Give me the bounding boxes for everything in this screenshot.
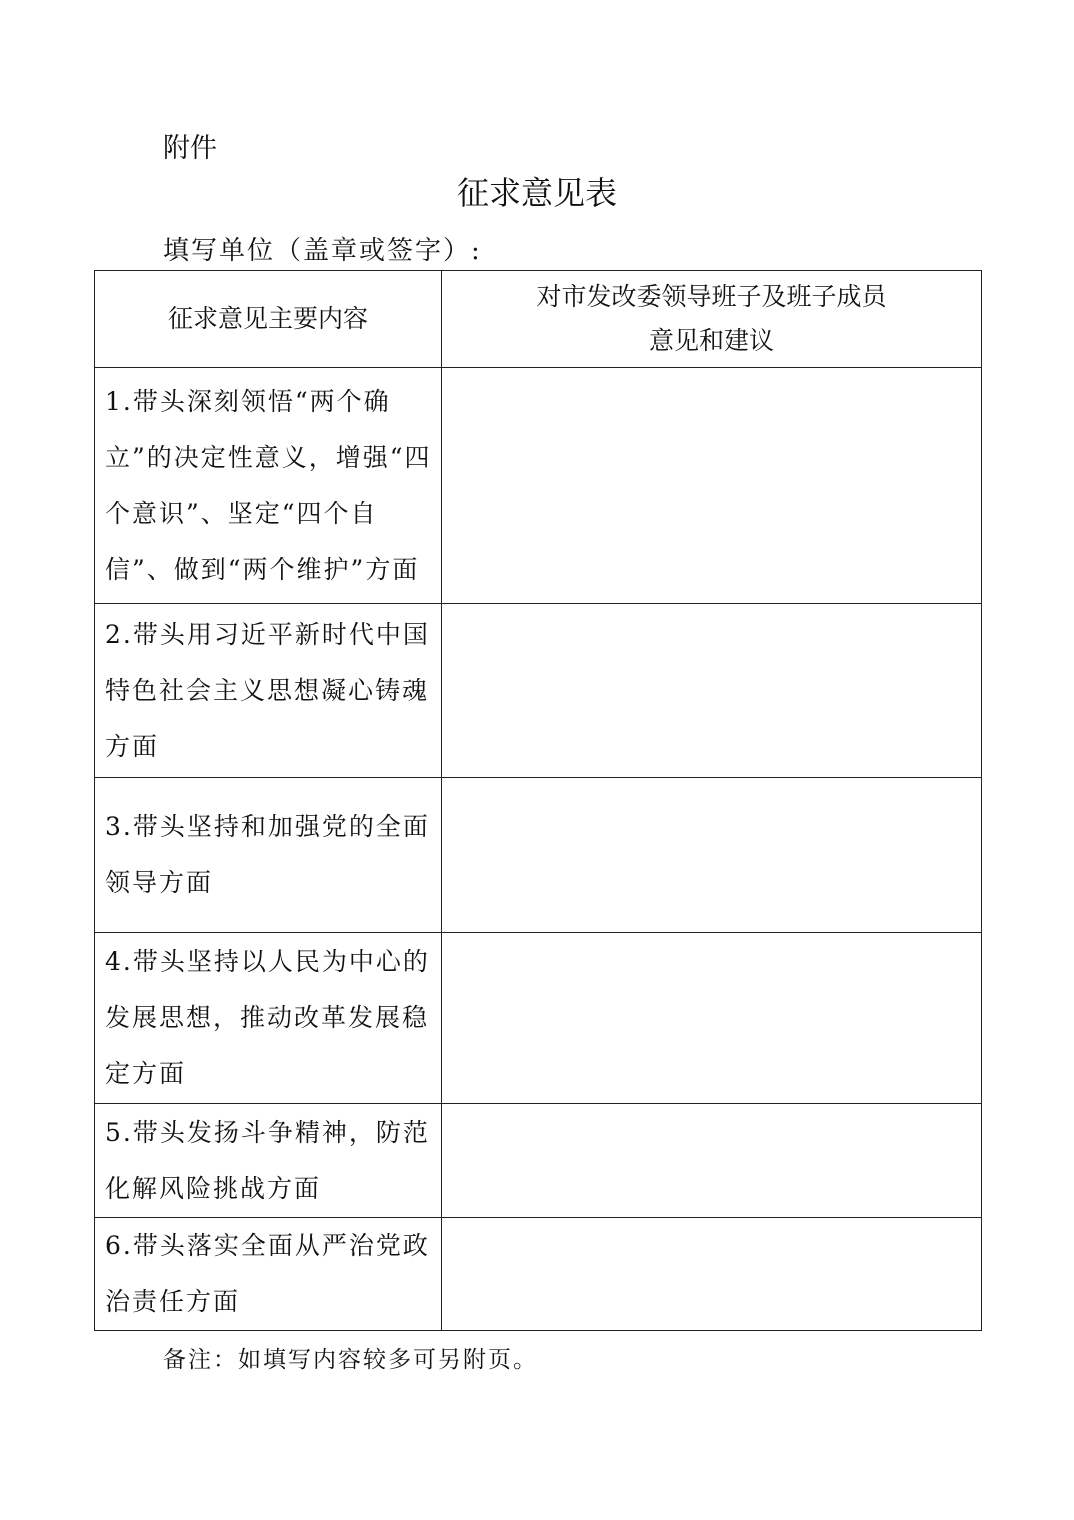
header-content-label: 征求意见主要内容 xyxy=(167,304,368,333)
opinion-cell[interactable] xyxy=(442,604,982,778)
table-header-row xyxy=(95,271,982,368)
table-row xyxy=(95,1218,982,1331)
header-opinion-label-line1: 对市发改委领导班子及班子成员 xyxy=(536,282,887,311)
fill-unit-label: 填写单位（盖章或签字）: xyxy=(163,236,482,266)
table-row xyxy=(95,604,982,778)
header-content-column xyxy=(95,271,442,368)
opinion-cell[interactable] xyxy=(442,933,982,1104)
item-cell: 4.带头坚持以人民为中心的发展思想，推动改革发展稳定方面 xyxy=(95,933,442,1104)
opinion-cell[interactable] xyxy=(442,368,982,604)
annex-label: 附件 xyxy=(163,133,217,164)
opinion-cell[interactable] xyxy=(442,1104,982,1218)
table-row xyxy=(95,1104,982,1218)
opinion-cell[interactable] xyxy=(442,778,982,933)
table-row xyxy=(95,368,982,604)
table-row xyxy=(95,778,982,933)
header-opinion-label-line2: 意见和建议 xyxy=(648,326,774,355)
item-cell: 5.带头发扬斗争精神，防范化解风险挑战方面 xyxy=(95,1104,442,1218)
opinion-cell[interactable] xyxy=(442,1218,982,1331)
footnote: 备注：如填写内容较多可另附页。 xyxy=(163,1347,538,1373)
header-opinion-column xyxy=(442,271,982,368)
page-title: 征求意见表 xyxy=(456,174,617,212)
item-cell: 2.带头用习近平新时代中国特色社会主义思想凝心铸魂方面 xyxy=(95,604,442,778)
item-cell: 3.带头坚持和加强党的全面领导方面 xyxy=(95,778,442,933)
item-cell: 6.带头落实全面从严治党政治责任方面 xyxy=(95,1218,442,1331)
item-cell: 1.带头深刻领悟“两个确立”的决定性意义，增强“四个意识”、坚定“四个自信”、做到“两个维护”方面 xyxy=(95,368,442,604)
opinion-table xyxy=(94,270,982,1331)
table-row xyxy=(95,933,982,1104)
